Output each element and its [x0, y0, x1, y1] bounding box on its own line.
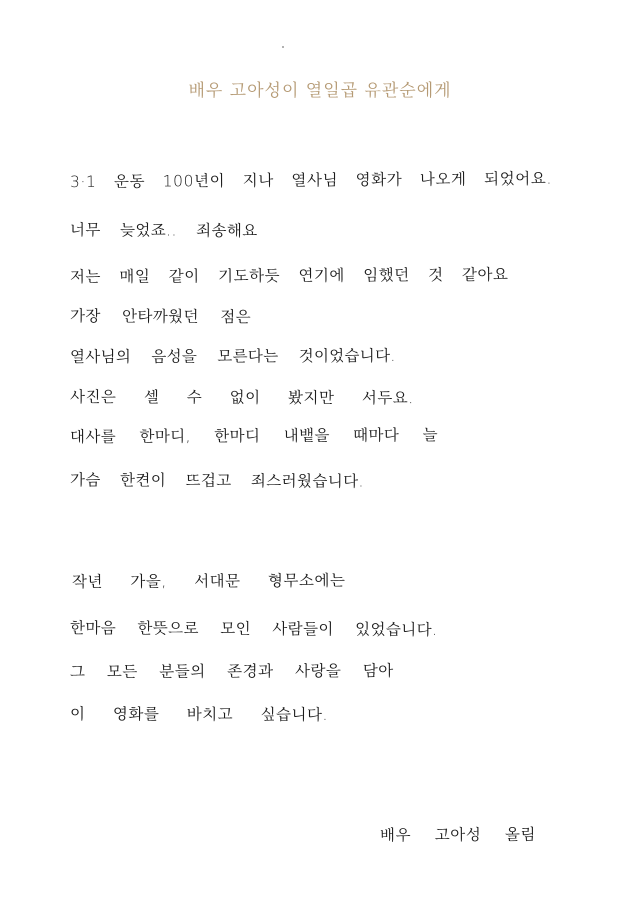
- handwritten-line: 한마음 한뜻으로 모인 사람들이 있었습니다.: [69, 619, 438, 639]
- handwritten-line: 사진은 셀 수 없이 봤지만 서두요.: [69, 388, 414, 408]
- letter-title: 배우 고아성이 열일곱 유관순에게: [188, 81, 452, 101]
- signature: 배우 고아성 올림: [379, 825, 537, 845]
- handwritten-line: 너무 늦었죠.. 죄송해요: [69, 221, 258, 240]
- handwritten-line: 저는 매일 같이 기도하듯 연기에 임했던 것 같아요: [69, 265, 509, 286]
- handwritten-line: 3·1 운동 100년이 지나 열사님 영화가 나오게 되었어요.: [69, 169, 553, 191]
- handwritten-line: 열사님의 음성을 모른다는 것이었습니다.: [69, 346, 396, 366]
- handwritten-line: 가슴 한켠이 뜨겁고 죄스러웠습니다.: [69, 471, 364, 491]
- handwritten-line: 그 모든 분들의 존경과 사랑을 담아: [69, 661, 394, 681]
- handwritten-line: 작년 가을, 서대문 형무소에는: [71, 571, 346, 591]
- handwritten-line: 가장 안타까웠던 점은: [69, 307, 252, 327]
- handwritten-line: 이 영화를 바치고 싶습니다.: [69, 705, 328, 724]
- page-dot-mark: [282, 46, 284, 48]
- handwritten-line: 대사를 한마디, 한마디 내뱉을 때마다 늘: [69, 426, 438, 446]
